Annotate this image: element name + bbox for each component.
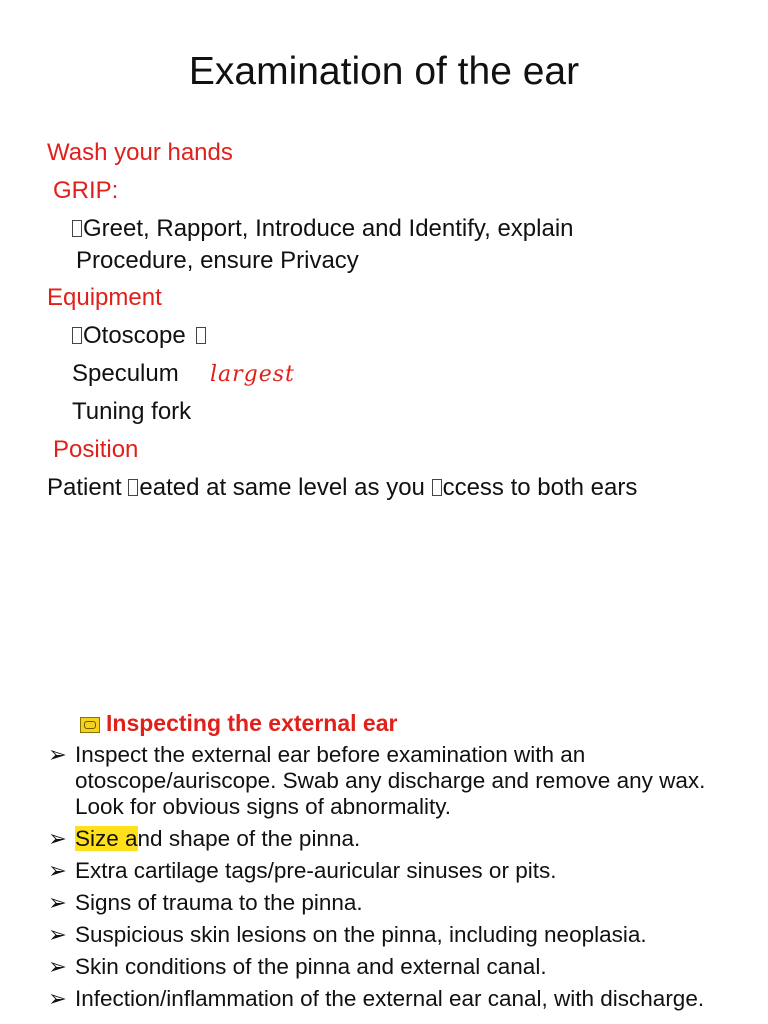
list-item	[48, 826, 748, 852]
arrow-bullet-icon: ➢	[48, 858, 67, 883]
arrow-bullet-icon: ➢	[48, 954, 67, 979]
missing-glyph-icon	[128, 479, 138, 496]
bullet-text: Infection/inflammation of the external ear canal, with discharge.	[75, 986, 705, 1011]
list-item	[48, 954, 748, 980]
list-item	[48, 890, 748, 916]
handwritten-note: largest	[210, 362, 295, 387]
otoscope-text: Otoscope	[83, 322, 186, 349]
inspection-list	[48, 742, 748, 1018]
position-text	[47, 474, 637, 502]
arrow-bullet-icon: ➢	[48, 742, 67, 767]
highlighted-text: Size a	[75, 826, 138, 851]
list-item	[48, 922, 748, 948]
grip-line-2: Procedure, ensure Privacy	[76, 247, 359, 274]
bullet-text: Extra cartilage tags/pre-auricular sinuses or pits.	[75, 858, 557, 883]
missing-glyph-icon	[72, 327, 82, 344]
equipment-otoscope	[72, 322, 207, 350]
bullet-text: Skin conditions of the pinna and external canal.	[75, 954, 547, 979]
bullet-text: Inspect the external ear before examination with an otoscope/auriscope. Swab any discharge and remove any wax. Look for obvious signs of abnormality.	[75, 742, 706, 819]
bullet-text: nd shape of the pinna.	[137, 826, 361, 851]
bullet-text: Suspicious skin lesions on the pinna, including neoplasia.	[75, 922, 647, 947]
arrow-bullet-icon: ➢	[48, 986, 67, 1011]
wash-hands-text: Wash your hands	[47, 139, 233, 166]
arrow-bullet-icon: ➢	[48, 922, 67, 947]
position-part-2: eated at same level as you	[139, 474, 425, 501]
bullet-text: Signs of trauma to the pinna.	[75, 890, 363, 915]
grip-line-1	[72, 215, 574, 243]
equipment-label: Equipment	[47, 284, 162, 311]
missing-glyph-icon	[72, 220, 82, 237]
note-icon	[80, 717, 100, 733]
arrow-bullet-icon: ➢	[48, 890, 67, 915]
grip-text-1: Greet, Rapport, Introduce and Identify, explain	[83, 215, 574, 242]
equipment-tuning-fork: Tuning fork	[72, 398, 192, 425]
section-heading-text: Inspecting the external ear	[106, 710, 398, 736]
list-item	[48, 858, 748, 884]
position-part-1: Patient	[47, 474, 122, 501]
section-heading	[80, 710, 397, 737]
list-item	[48, 742, 748, 820]
missing-glyph-icon	[432, 479, 442, 496]
equipment-speculum: Speculum	[72, 360, 179, 387]
missing-glyph-icon	[196, 327, 206, 344]
list-item	[48, 986, 748, 1012]
position-part-3: ccess to both ears	[442, 474, 638, 501]
arrow-bullet-icon: ➢	[48, 826, 67, 851]
grip-label: GRIP:	[53, 177, 119, 204]
page-title: Examination of the ear	[188, 50, 580, 93]
position-label: Position	[53, 436, 139, 463]
